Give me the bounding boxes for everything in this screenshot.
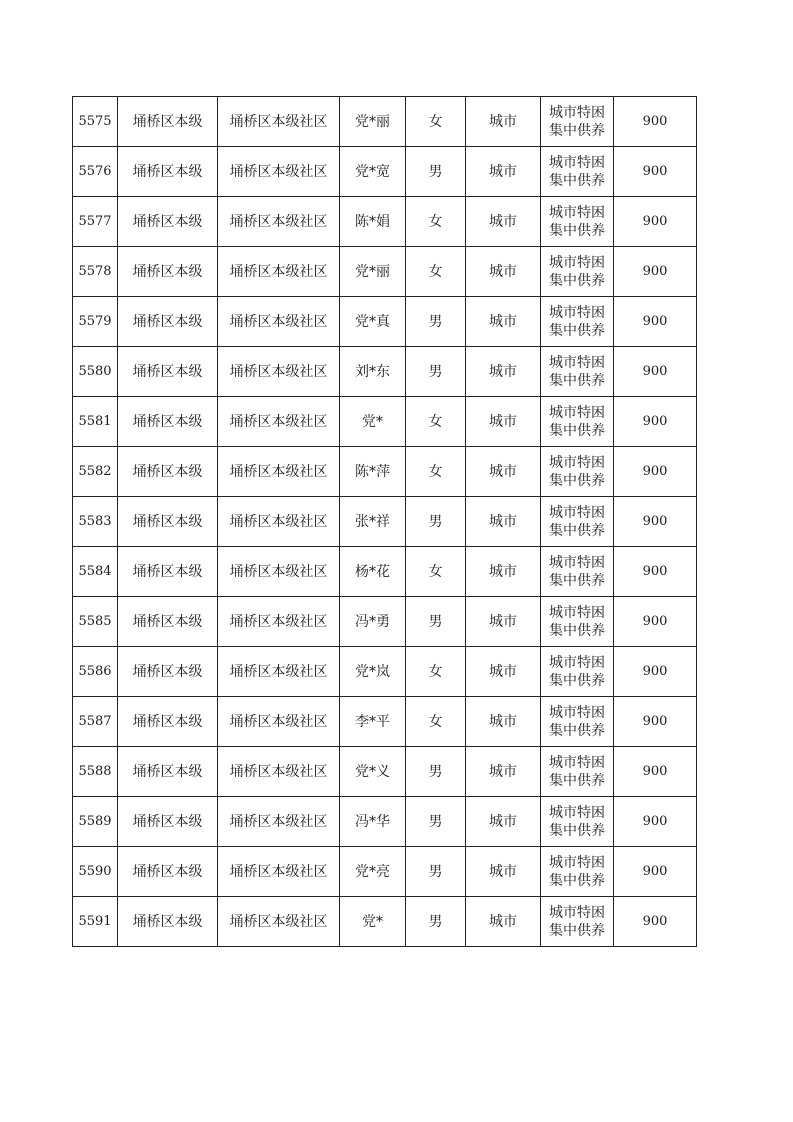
- table-row: [73, 497, 697, 547]
- gender-cell: 男: [406, 597, 466, 647]
- aid-category-line1: 城市特困: [549, 504, 605, 521]
- area-type-cell: 城市: [466, 97, 541, 147]
- area-type-cell: 城市: [466, 347, 541, 397]
- community-cell: 埇桥区本级社区: [218, 497, 340, 547]
- table-row: [73, 297, 697, 347]
- aid-category-line2: 集中供养: [549, 822, 605, 839]
- gender-cell: 男: [406, 897, 466, 947]
- aid-category-line2: 集中供养: [549, 872, 605, 889]
- person-name-cell: 刘*东: [340, 347, 406, 397]
- aid-category-line2: 集中供养: [549, 722, 605, 739]
- record-number-cell: 5586: [73, 647, 118, 697]
- person-name-cell: 杨*花: [340, 547, 406, 597]
- gender-cell: 男: [406, 797, 466, 847]
- amount-cell: 900: [614, 397, 697, 447]
- aid-category-cell: [541, 497, 614, 547]
- community-cell: 埇桥区本级社区: [218, 797, 340, 847]
- record-number-cell: 5575: [73, 97, 118, 147]
- aid-category-line2: 集中供养: [549, 122, 605, 139]
- record-number-cell: 5581: [73, 397, 118, 447]
- record-number-cell: 5591: [73, 897, 118, 947]
- aid-category-cell: [541, 447, 614, 497]
- aid-category-line1: 城市特困: [549, 104, 605, 121]
- aid-category-line1: 城市特困: [549, 854, 605, 871]
- roster-table: [72, 96, 697, 947]
- person-name-cell: 张*祥: [340, 497, 406, 547]
- gender-cell: 女: [406, 547, 466, 597]
- community-cell: 埇桥区本级社区: [218, 897, 340, 947]
- area-type-cell: 城市: [466, 447, 541, 497]
- aid-category-line2: 集中供养: [549, 372, 605, 389]
- amount-cell: 900: [614, 647, 697, 697]
- area-type-cell: 城市: [466, 547, 541, 597]
- aid-category-cell: [541, 247, 614, 297]
- table-row: [73, 347, 697, 397]
- aid-category-cell: [541, 97, 614, 147]
- person-name-cell: 陈*萍: [340, 447, 406, 497]
- amount-cell: 900: [614, 597, 697, 647]
- area-type-cell: 城市: [466, 197, 541, 247]
- aid-category-line2: 集中供养: [549, 422, 605, 439]
- table-row: [73, 97, 697, 147]
- aid-category-line2: 集中供养: [549, 322, 605, 339]
- aid-category-line1: 城市特困: [549, 754, 605, 771]
- aid-category-line2: 集中供养: [549, 622, 605, 639]
- table-row: [73, 647, 697, 697]
- person-name-cell: 冯*勇: [340, 597, 406, 647]
- table-row: [73, 797, 697, 847]
- aid-category-line2: 集中供养: [549, 772, 605, 789]
- person-name-cell: 党*丽: [340, 97, 406, 147]
- district-cell: 埇桥区本级: [118, 797, 218, 847]
- district-cell: 埇桥区本级: [118, 897, 218, 947]
- area-type-cell: 城市: [466, 647, 541, 697]
- community-cell: 埇桥区本级社区: [218, 597, 340, 647]
- district-cell: 埇桥区本级: [118, 647, 218, 697]
- record-number-cell: 5585: [73, 597, 118, 647]
- aid-category-line2: 集中供养: [549, 672, 605, 689]
- gender-cell: 男: [406, 747, 466, 797]
- amount-cell: 900: [614, 247, 697, 297]
- table-row: [73, 397, 697, 447]
- aid-category-line2: 集中供养: [549, 922, 605, 939]
- community-cell: 埇桥区本级社区: [218, 347, 340, 397]
- aid-category-cell: [541, 897, 614, 947]
- aid-category-line1: 城市特困: [549, 404, 605, 421]
- district-cell: 埇桥区本级: [118, 447, 218, 497]
- gender-cell: 女: [406, 397, 466, 447]
- person-name-cell: 党*: [340, 397, 406, 447]
- amount-cell: 900: [614, 197, 697, 247]
- gender-cell: 女: [406, 697, 466, 747]
- aid-category-cell: [541, 297, 614, 347]
- aid-category-cell: [541, 847, 614, 897]
- area-type-cell: 城市: [466, 797, 541, 847]
- table-row: [73, 197, 697, 247]
- area-type-cell: 城市: [466, 497, 541, 547]
- aid-category-line2: 集中供养: [549, 272, 605, 289]
- record-number-cell: 5578: [73, 247, 118, 297]
- community-cell: 埇桥区本级社区: [218, 297, 340, 347]
- district-cell: 埇桥区本级: [118, 547, 218, 597]
- area-type-cell: 城市: [466, 247, 541, 297]
- community-cell: 埇桥区本级社区: [218, 747, 340, 797]
- person-name-cell: 党*亮: [340, 847, 406, 897]
- aid-category-line1: 城市特困: [549, 304, 605, 321]
- area-type-cell: 城市: [466, 747, 541, 797]
- amount-cell: 900: [614, 347, 697, 397]
- amount-cell: 900: [614, 747, 697, 797]
- district-cell: 埇桥区本级: [118, 697, 218, 747]
- aid-category-cell: [541, 797, 614, 847]
- aid-category-cell: [541, 697, 614, 747]
- record-number-cell: 5589: [73, 797, 118, 847]
- aid-category-line2: 集中供养: [549, 572, 605, 589]
- amount-cell: 900: [614, 297, 697, 347]
- gender-cell: 男: [406, 147, 466, 197]
- aid-category-line1: 城市特困: [549, 204, 605, 221]
- aid-category-line1: 城市特困: [549, 704, 605, 721]
- aid-category-line1: 城市特困: [549, 454, 605, 471]
- area-type-cell: 城市: [466, 847, 541, 897]
- area-type-cell: 城市: [466, 897, 541, 947]
- amount-cell: 900: [614, 447, 697, 497]
- gender-cell: 女: [406, 647, 466, 697]
- record-number-cell: 5590: [73, 847, 118, 897]
- aid-category-line1: 城市特困: [549, 154, 605, 171]
- district-cell: 埇桥区本级: [118, 397, 218, 447]
- table-body: [73, 97, 697, 947]
- record-number-cell: 5583: [73, 497, 118, 547]
- person-name-cell: 李*平: [340, 697, 406, 747]
- aid-category-line2: 集中供养: [549, 222, 605, 239]
- person-name-cell: 党*: [340, 897, 406, 947]
- district-cell: 埇桥区本级: [118, 247, 218, 297]
- gender-cell: 女: [406, 197, 466, 247]
- person-name-cell: 党*丽: [340, 247, 406, 297]
- record-number-cell: 5576: [73, 147, 118, 197]
- area-type-cell: 城市: [466, 147, 541, 197]
- record-number-cell: 5584: [73, 547, 118, 597]
- area-type-cell: 城市: [466, 697, 541, 747]
- aid-category-line2: 集中供养: [549, 472, 605, 489]
- person-name-cell: 党*真: [340, 297, 406, 347]
- person-name-cell: 党*义: [340, 747, 406, 797]
- table-row: [73, 597, 697, 647]
- aid-category-line1: 城市特困: [549, 554, 605, 571]
- table-row: [73, 147, 697, 197]
- area-type-cell: 城市: [466, 397, 541, 447]
- aid-category-cell: [541, 197, 614, 247]
- aid-category-cell: [541, 147, 614, 197]
- aid-category-cell: [541, 547, 614, 597]
- community-cell: 埇桥区本级社区: [218, 847, 340, 897]
- district-cell: 埇桥区本级: [118, 97, 218, 147]
- district-cell: 埇桥区本级: [118, 847, 218, 897]
- aid-category-cell: [541, 347, 614, 397]
- gender-cell: 女: [406, 97, 466, 147]
- amount-cell: 900: [614, 497, 697, 547]
- aid-category-line1: 城市特困: [549, 254, 605, 271]
- gender-cell: 女: [406, 247, 466, 297]
- community-cell: 埇桥区本级社区: [218, 197, 340, 247]
- aid-category-cell: [541, 397, 614, 447]
- record-number-cell: 5588: [73, 747, 118, 797]
- community-cell: 埇桥区本级社区: [218, 697, 340, 747]
- aid-category-cell: [541, 597, 614, 647]
- record-number-cell: 5582: [73, 447, 118, 497]
- amount-cell: 900: [614, 97, 697, 147]
- table-row: [73, 847, 697, 897]
- community-cell: 埇桥区本级社区: [218, 97, 340, 147]
- community-cell: 埇桥区本级社区: [218, 647, 340, 697]
- person-name-cell: 冯*华: [340, 797, 406, 847]
- record-number-cell: 5580: [73, 347, 118, 397]
- table-row: [73, 447, 697, 497]
- community-cell: 埇桥区本级社区: [218, 547, 340, 597]
- table-row: [73, 547, 697, 597]
- district-cell: 埇桥区本级: [118, 147, 218, 197]
- community-cell: 埇桥区本级社区: [218, 247, 340, 297]
- aid-category-line1: 城市特困: [549, 654, 605, 671]
- table-row: [73, 697, 697, 747]
- district-cell: 埇桥区本级: [118, 347, 218, 397]
- amount-cell: 900: [614, 697, 697, 747]
- table-row: [73, 247, 697, 297]
- gender-cell: 男: [406, 847, 466, 897]
- gender-cell: 男: [406, 297, 466, 347]
- district-cell: 埇桥区本级: [118, 197, 218, 247]
- area-type-cell: 城市: [466, 297, 541, 347]
- aid-category-cell: [541, 747, 614, 797]
- gender-cell: 男: [406, 347, 466, 397]
- aid-category-line2: 集中供养: [549, 522, 605, 539]
- amount-cell: 900: [614, 147, 697, 197]
- amount-cell: 900: [614, 547, 697, 597]
- record-number-cell: 5579: [73, 297, 118, 347]
- community-cell: 埇桥区本级社区: [218, 447, 340, 497]
- aid-category-line2: 集中供养: [549, 172, 605, 189]
- area-type-cell: 城市: [466, 597, 541, 647]
- table-row: [73, 897, 697, 947]
- district-cell: 埇桥区本级: [118, 297, 218, 347]
- gender-cell: 男: [406, 497, 466, 547]
- aid-category-line1: 城市特困: [549, 804, 605, 821]
- amount-cell: 900: [614, 847, 697, 897]
- community-cell: 埇桥区本级社区: [218, 397, 340, 447]
- person-name-cell: 陈*娟: [340, 197, 406, 247]
- aid-category-line1: 城市特困: [549, 904, 605, 921]
- person-name-cell: 党*岚: [340, 647, 406, 697]
- district-cell: 埇桥区本级: [118, 747, 218, 797]
- district-cell: 埇桥区本级: [118, 497, 218, 547]
- community-cell: 埇桥区本级社区: [218, 147, 340, 197]
- person-name-cell: 党*宽: [340, 147, 406, 197]
- record-number-cell: 5587: [73, 697, 118, 747]
- table-row: [73, 747, 697, 797]
- aid-category-cell: [541, 647, 614, 697]
- amount-cell: 900: [614, 797, 697, 847]
- record-number-cell: 5577: [73, 197, 118, 247]
- aid-category-line1: 城市特困: [549, 604, 605, 621]
- amount-cell: 900: [614, 897, 697, 947]
- district-cell: 埇桥区本级: [118, 597, 218, 647]
- aid-category-line1: 城市特困: [549, 354, 605, 371]
- gender-cell: 女: [406, 447, 466, 497]
